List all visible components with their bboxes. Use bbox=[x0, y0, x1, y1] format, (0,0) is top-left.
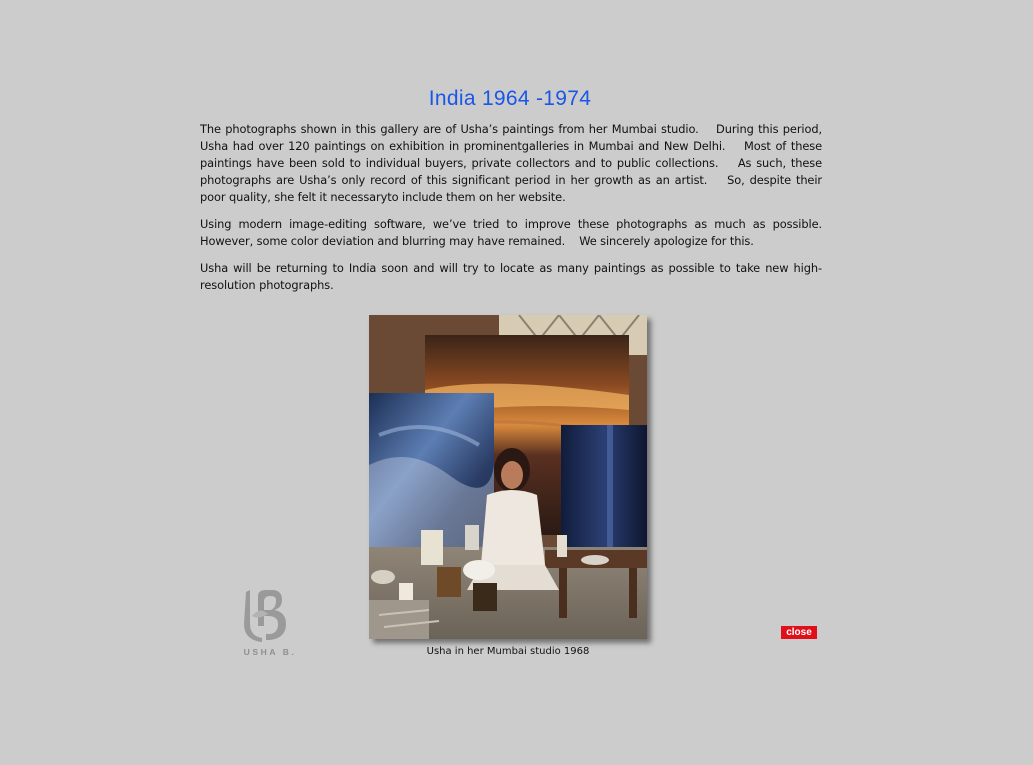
logo-text: USHA B. bbox=[243, 647, 297, 657]
photo-caption: Usha in her Mumbai studio 1968 bbox=[426, 646, 590, 657]
intro-paragraph-2: Using modern image-editing software, we’ve tried to improve these photographs as much as possible. However, some color deviation and blurring may have remained. We sincerely apologize for this. bbox=[200, 217, 826, 248]
close-button[interactable]: close bbox=[781, 626, 817, 639]
studio-photo-image bbox=[369, 315, 647, 639]
intro-text bbox=[200, 121, 826, 304]
page-title: India 1964 -1974 bbox=[428, 87, 592, 110]
intro-paragraph-3: Usha will be returning to India soon and will try to locate as many paintings as possible to take new high-resolution photographs. bbox=[200, 261, 822, 292]
intro-paragraph-1: The photographs shown in this gallery are of Usha’s paintings from her Mumbai studio. During this period, Usha had over 120 paintings on exhibition in prominentgalleries in Mumbai and New Delhi. Most of these paintings have been sold to individual buyers, private collectors and to public collections. As such, these photographs are Usha’s only record of this significant period in her growth as an artist. So, despite their poor quality, she felt it necessaryto include them on her website. bbox=[200, 122, 826, 204]
studio-photo bbox=[369, 315, 647, 639]
